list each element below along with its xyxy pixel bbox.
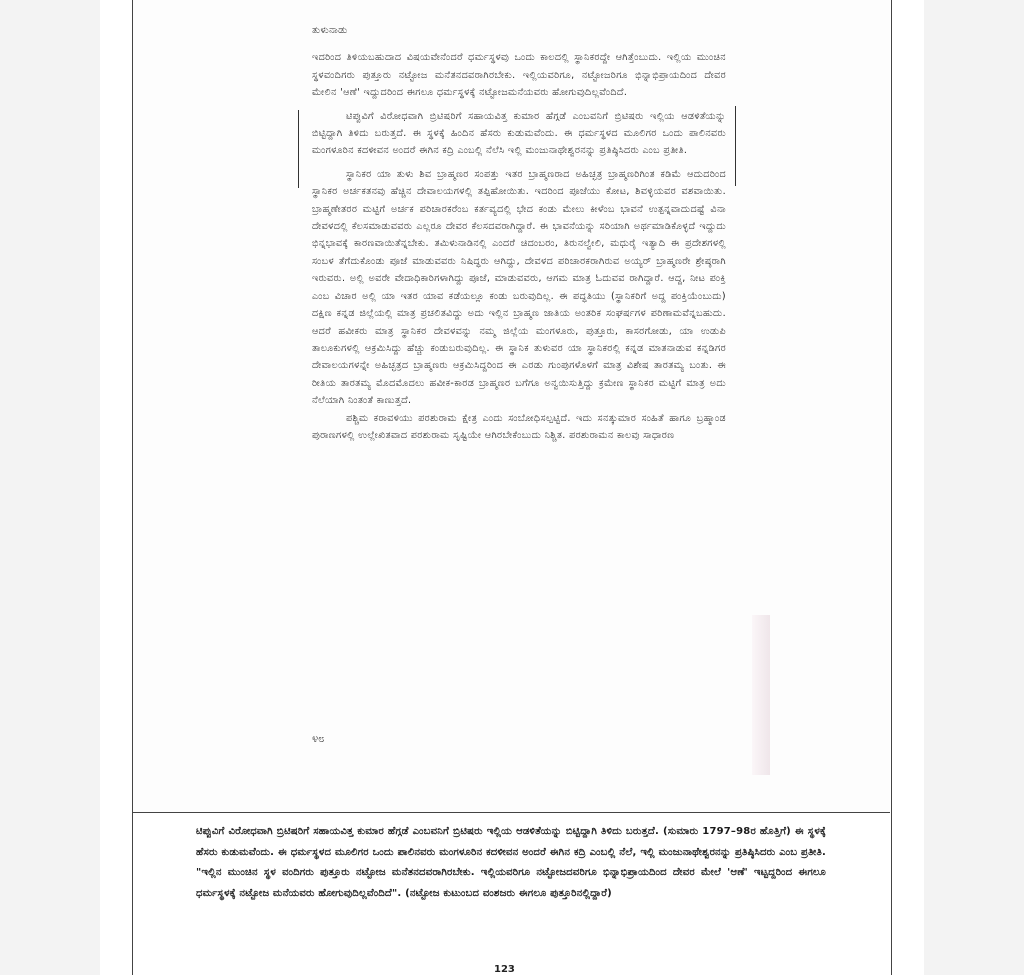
margin-bracket-right <box>729 106 736 186</box>
paragraph-1: ಇದರಿಂದ ತಿಳಿಯಬಹುದಾದ ವಿಷಯವೇನೆಂದರೆ ಧರ್ಮಸ್ಥಳವು ಒಂದು ಕಾಲದಲ್ಲಿ ಸ್ಥಾನಿಕರದ್ದೇ ಆಗಿತ್ತೆಂಬುದು. ಇಲ್ಲಿಯ ಮುಂಚಿನ ಸ್ಥಳವಂದಿಗರು ಪುತ್ತೂರು ನಟ್ಟೋಜ ಮನೆತನದವರಾಗಿರಬೇಕು. ಇಲ್ಲಿಯವರಿಗೂ, ನಟ್ಟೋಜರಿಗೂ ಭಿನ್ನಾಭಿಪ್ರಾಯದಿಂದ ದೇವರ ಮೇಲಿನ 'ಆಣೆ' ಇದ್ದುದರಿಂದ ಈಗಲೂ ಧರ್ಮಸ್ಥಳಕ್ಕೆ ನಟ್ಟೋಜಮನೆಯವರು ಹೋಗುವುದಿಲ್ಲವೆಂದಿದೆ. <box>312 52 726 99</box>
scan-page-number: ೪೮ <box>312 732 325 745</box>
footnote-text: ಟಿಪ್ಪುವಿಗೆ ವಿರೋಧವಾಗಿ ಬ್ರಿಟಿಷರಿಗೆ ಸಹಾಯವಿತ್ತ ಕುಮಾರ ಹೆಗ್ಗಡೆ ಎಂಬವನಿಗೆ ಬ್ರಿಟಿಷರು ಇಲ್ಲಿಯ ಆಡಳಿತೆಯನ್ನು ಬಿಟ್ಟಿದ್ದಾಗಿ ತಿಳಿದು ಬರುತ್ತದೆ. (ಸುಮಾರು 1797–98ರ ಹೊತ್ತಿಗೆ) ಈ ಸ್ಥಳಕ್ಕೆ ಹೆಸರು ಕುಡುಮವೆಂದು. ಈ ಧರ್ಮಸ್ಥಳದ ಮೂಲಿಗರ ಒಂದು ಪಾಲಿನವರು ಮಂಗಳೂರಿನ ಕದಳೀವನ ಅಂದರೆ ಈಗಿನ ಕದ್ರಿ ಎಂಬಲ್ಲಿ ನೆಲೆ, ಇಲ್ಲಿ ಮಂಜುನಾಥೇಶ್ವರನನ್ನು ಪ್ರತಿಷ್ಠಿಸಿದರು ಎಂಬ ಪ್ರತೀತಿ. "ಇಲ್ಲಿನ ಮುಂಚಿನ ಸ್ಥಳ ವಂದಿಗರು ಪುತ್ತೂರು ನಟ್ಟೋಜ ಮನೆತನದವರಾಗಿರಬೇಕು. ಇಲ್ಲಿಯವರಿಗೂ ನಟ್ಟೋಜದವರಿಗೂ ಭಿನ್ನಾಭಿಪ್ರಾಯದಿಂದ ದೇವರ ಮೇಲೆ 'ಆಣೆ' ಇಟ್ಟದ್ದರಿಂದ ಈಗಲೂ ಧರ್ಮಸ್ಥಳಕ್ಕೆ ನಟ್ಟೋಜ ಮನೆಯವರು ಹೋಗುವುದಿಲ್ಲವೆಂದಿದೆ". (ನಟ್ಟೋಜ ಕುಟುಂಬದ ವಂಶಜರು ಈಗಲೂ ಪುತ್ತೂರಿನಲ್ಲಿದ್ದಾರೆ) <box>196 826 826 899</box>
scanned-text-block <box>312 22 726 444</box>
paragraph-4: ಪಶ್ಚಿಮ ಕರಾವಳಿಯು ಪರಶುರಾಮ ಕ್ಷೇತ್ರ ಎಂದು ಸಂಬೋಧಿಸಲ್ಪಟ್ಟಿದೆ. ಇದು ಸನತ್ಕುಮಾರ ಸಂಹಿತೆ ಹಾಗೂ ಬ್ರಹ್ಮಾಂಡ ಪುರಾಣಗಳಲ್ಲಿ ಉಲ್ಲೇಖಿತವಾದ ಪರಶುರಾಮ ಸೃಷ್ಟಿಯೇ ಆಗಿರಬೇಕೆಂಬುದು ನಿಶ್ಚಿತ. ಪರಶುರಾಮನ ಕಾಲವು ಸಾಧಾರಣ <box>312 412 726 441</box>
paragraph-2: ಟಿಪ್ಪುವಿಗೆ ವಿರೋಧವಾಗಿ ಬ್ರಿಟಿಷರಿಗೆ ಸಹಾಯವಿತ್ತ ಕುಮಾರ ಹೆಗ್ಗಡೆ ಎಂಬವನಿಗೆ ಬ್ರಿಟಿಷರು ಇಲ್ಲಿಯ ಆಡಳಿತೆಯನ್ನು ಬಿಟ್ಟಿದ್ದಾಗಿ ತಿಳಿದು ಬರುತ್ತದೆ. ಈ ಸ್ಥಳಕ್ಕೆ ಹಿಂದಿನ ಹೆಸರು ಕುಡುಮವೆಂದು. ಈ ಧರ್ಮಸ್ಥಳದ ಮೂಲಿಗರ ಒಂದು ಪಾಲಿನವರು ಮಂಗಳೂರಿನ ಕದಳೀವನ ಅಂದರೆ ಈಗಿನ ಕದ್ರಿ ಎಂಬಲ್ಲಿ ನೆಲೆಸಿ ಇಲ್ಲಿ ಮಂಜುನಾಥೇಶ್ವರನನ್ನು ಪ್ರತಿಷ್ಠಿಸಿದರು ಎಂಬ ಪ್ರತೀತಿ. <box>312 110 726 157</box>
running-head: ತುಳುನಾಡು <box>312 25 348 36</box>
margin-bracket-left <box>298 110 305 188</box>
paragraph-3: ಸ್ಥಾನಿಕರ ಯಾ ತುಳು ಶಿವ ಬ್ರಾಹ್ಮಣರ ಸಂಪತ್ತು ಇತರ ಬ್ರಾಹ್ಮಣರಾದ ಅಹಿಚ್ಛತ್ರ ಬ್ರಾಹ್ಮಣರಿಗಿಂತ ಕಡಿಮೆ ಆದುದರಿಂದ ಸ್ಥಾನಿಕರ ಅರ್ಚಕತನವು ಹೆಚ್ಚಿನ ದೇವಾಲಯಗಳಲ್ಲಿ ತಪ್ಪಿಹೋಯಿತು. ಇದರಿಂದ ಪೂಜೆಯು ಕೋಟ, ಶಿವಳ್ಳಿಯವರ ವಶವಾಯಿತು. ಬ್ರಾಹ್ಮಣೇತರರ ಮಟ್ಟಿಗೆ ಅರ್ಚಕ ಪರಿಚಾರಕರೆಂಬ ಕರ್ತವ್ಯದಲ್ಲಿ ಭೇದ ಕಂಡು ಮೇಲು ಕೀಳೆಂಬ ಭಾವನೆ ಉತ್ಪನ್ನವಾದುದಷ್ಟೆ ವಿನಾ ದೇವಳದಲ್ಲಿ ಕೆಲಸಮಾಡುವವರು ಎಲ್ಲರೂ ದೇವರ ಕೆಲಸದವರಾಗಿದ್ದಾರೆ. ಈ ಭಾವನೆಯನ್ನು ಸರಿಯಾಗಿ ಅರ್ಥಮಾಡಿಕೊಳ್ಳದೆ ಇದ್ದುದು ಭಿನ್ನಭಾವಕ್ಕೆ ಕಾರಣವಾಯಿತೆನ್ನಬೇಕು. ತಮಿಳುನಾಡಿನಲ್ಲಿ ಎಂದರೆ ಚಿದಂಬರಂ, ತಿರುನಲ್ವೇಲಿ, ಮಧುರೈ ಇತ್ಯಾದಿ ಈ ಪ್ರದೇಶಗಳಲ್ಲಿ ಸಂಬಳ ತೆಗೆದುಕೊಂಡು ಪೂಜೆ ಮಾಡುವವರು ನಿಷಿದ್ಧರು ಆಗಿದ್ದು, ದೇವಳದ ಪರಿಚಾರಕರಾಗಿರುವ ಅಯ್ಯರ್ ಬ್ರಾಹ್ಮಣರೇ ಶ್ರೇಷ್ಠರಾಗಿ ಇರುವರು. ಅಲ್ಲಿ ಅವರೇ ವೇದಾಧಿಕಾರಿಗಳಾಗಿದ್ದು ಪೂಜೆ, ಮಾಡುವವರು, ಆಗಮ ಮಾತ್ರ ಓದುವವ ರಾಗಿದ್ದಾರೆ. ಆದ್ದ, ನೀಟ ಪಂಕ್ತಿ ಎಂಬ ವಿಚಾರ ಅಲ್ಲಿ ಯಾ ಇತರ ಯಾವ ಕಡೆಯಲ್ಲೂ ಕಂಡು ಬರುವುದಿಲ್ಲ. ಈ ಪದ್ಧತಿಯು (ಸ್ಥಾನಿಕರಿಗೆ ಅದ್ದ ಪಂಕ್ತಿಯೆಂಬುದು) ದಕ್ಷಿಣ ಕನ್ನಡ ಜಿಲ್ಲೆಯಲ್ಲಿ ಮಾತ್ರ ಪ್ರಚಲಿತವಿದ್ದು ಅದು ಇಲ್ಲಿನ ಬ್ರಾಹ್ಮಣ ಜಾತಿಯ ಅಂತರಿಕ ಸಂಘರ್ಷಗಳ ಪರಿಣಾಮವೆನ್ನಬಹುದು. ಆದರೆ ಹವೀಕರು ಮಾತ್ರ ಸ್ಥಾನಿಕರ ದೇವಳವನ್ನು ನಮ್ಮ ಜಿಲ್ಲೆಯ ಮಂಗಳೂರು, ಪುತ್ತೂರು, ಕಾಸರಗೋಡು, ಯಾ ಉಡುಪಿ ತಾಲೂಕುಗಳಲ್ಲಿ ಆಕ್ರಮಿಸಿದ್ದು ಹೆಚ್ಚು ಕಂಡುಬರುವುದಿಲ್ಲ. ಈ ಸ್ಥಾನಿಕ ತುಳುವರ ಯಾ ಸ್ಥಾನಿಕರಲ್ಲಿ ಕನ್ನಡ ಮಾತನಾಡುವ ಕನ್ನಡಿಗರ ದೇವಾಲಯಗಳನ್ನೇ ಅಹಿಚ್ಛತ್ರದ ಬ್ರಾಹ್ಮಣರು ಆಕ್ರಮಿಸಿದ್ದರಿಂದ ಈ ಎರಡು ಗುಂಪುಗಳೊಳಗೆ ಮಾತ್ರ ವಿಶೇಷ ತಾರತಮ್ಯ ಬಂತು. ಈ ರೀತಿಯ ತಾರತಮ್ಯ ಮೊದಮೊದಲು ಹವೀಕ-ಕಾರಡ ಬ್ರಾಹ್ಮಣರ ಬಗೆಗೂ ಅನ್ವಯಿಸುತ್ತಿದ್ದು ಕ್ರಮೇಣ ಸ್ಥಾನಿಕರ ಮಟ್ಟಿಗೆ ಮಾತ್ರ ಅದು ನೆಲೆಯಾಗಿ ನಿಂತಂತೆ ಕಾಣುತ್ತದೆ. <box>312 168 726 407</box>
boxed-paragraph <box>312 108 726 160</box>
footnote-divider <box>133 812 890 813</box>
bottom-page-number: 123 <box>494 964 515 975</box>
